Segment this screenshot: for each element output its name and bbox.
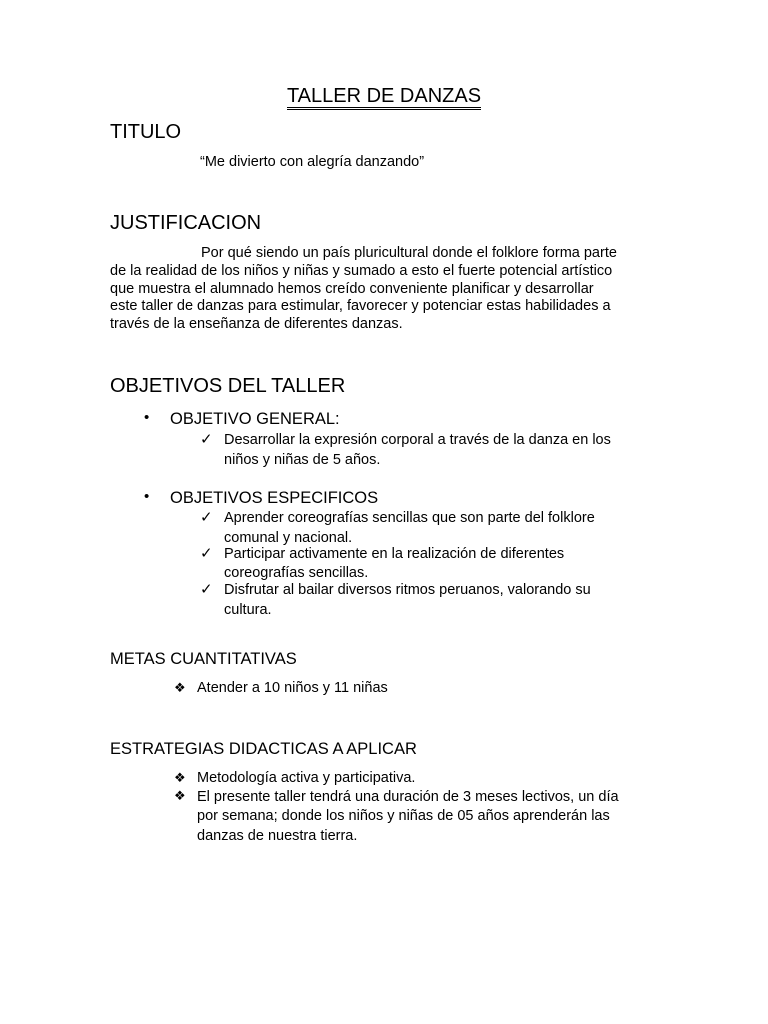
- check-icon: ✓: [200, 431, 213, 448]
- check-icon: ✓: [200, 545, 213, 562]
- objetivos-especificos-label: OBJETIVOS ESPECIFICOS: [170, 489, 379, 507]
- justificacion-paragraph: [110, 245, 650, 334]
- justificacion-line: través de la enseñanza de diferentes danzas.: [110, 316, 403, 333]
- objetivo-general-item-line: Desarrollar la expresión corporal a través de la danza en los: [224, 432, 611, 448]
- titulo-text: “Me divierto con alegría danzando”: [200, 154, 425, 170]
- objetivo-especifico-item-line: comunal y nacional.: [224, 530, 353, 546]
- justificacion-line: que muestra el alumnado hemos creído conveniente planificar y desarrollar: [110, 280, 594, 297]
- estrategias-item-line: danzas de nuestra tierra.: [197, 828, 358, 844]
- objetivo-especifico-item-line: Aprender coreografías sencillas que son parte del folklore: [224, 510, 595, 526]
- diamond-bullet-icon: ❖: [174, 680, 186, 695]
- justificacion-line: Por qué siendo un país pluricultural donde el folklore forma parte: [201, 245, 617, 261]
- diamond-bullet-icon: ❖: [174, 770, 186, 785]
- check-icon: ✓: [200, 509, 213, 526]
- titulo-heading: TITULO: [110, 121, 182, 143]
- objetivo-especifico-item-line: cultura.: [224, 602, 272, 618]
- metas-item: Atender a 10 niños y 11 niñas: [197, 680, 388, 696]
- estrategias-heading: ESTRATEGIAS DIDACTICAS A APLICAR: [110, 740, 417, 758]
- metas-heading: METAS CUANTITATIVAS: [110, 650, 297, 668]
- justificacion-line: de la realidad de los niños y niñas y sumado a esto el fuerte potencial artístico: [110, 262, 613, 279]
- document-title: [0, 84, 768, 108]
- estrategias-item-line: por semana; donde los niños y niñas de 05 años aprenderán las: [197, 808, 610, 824]
- estrategias-item-line: Metodología activa y participativa.: [197, 770, 416, 786]
- objetivo-especifico-item-line: Disfrutar al bailar diversos ritmos peruanos, valorando su: [224, 582, 591, 598]
- objetivo-especifico-item-line: Participar activamente en la realización de diferentes: [224, 546, 565, 562]
- objetivo-especifico-item-line: coreografías sencillas.: [224, 565, 369, 581]
- objetivo-general-label: OBJETIVO GENERAL:: [170, 410, 340, 428]
- check-icon: ✓: [200, 581, 213, 598]
- justificacion-line: este taller de danzas para estimular, favorecer y potenciar estas habilidades a: [110, 298, 611, 315]
- justificacion-heading: JUSTIFICACION: [110, 212, 262, 234]
- objetivo-general-item-line: niños y niñas de 5 años.: [224, 452, 381, 468]
- bullet-icon: •: [144, 488, 150, 505]
- bullet-icon: •: [144, 409, 150, 426]
- document-title-text: TALLER DE DANZAS: [287, 85, 481, 110]
- estrategias-item-line: El presente taller tendrá una duración de 3 meses lectivos, un día: [197, 789, 619, 805]
- diamond-bullet-icon: ❖: [174, 788, 186, 803]
- objetivos-heading: OBJETIVOS DEL TALLER: [110, 375, 346, 397]
